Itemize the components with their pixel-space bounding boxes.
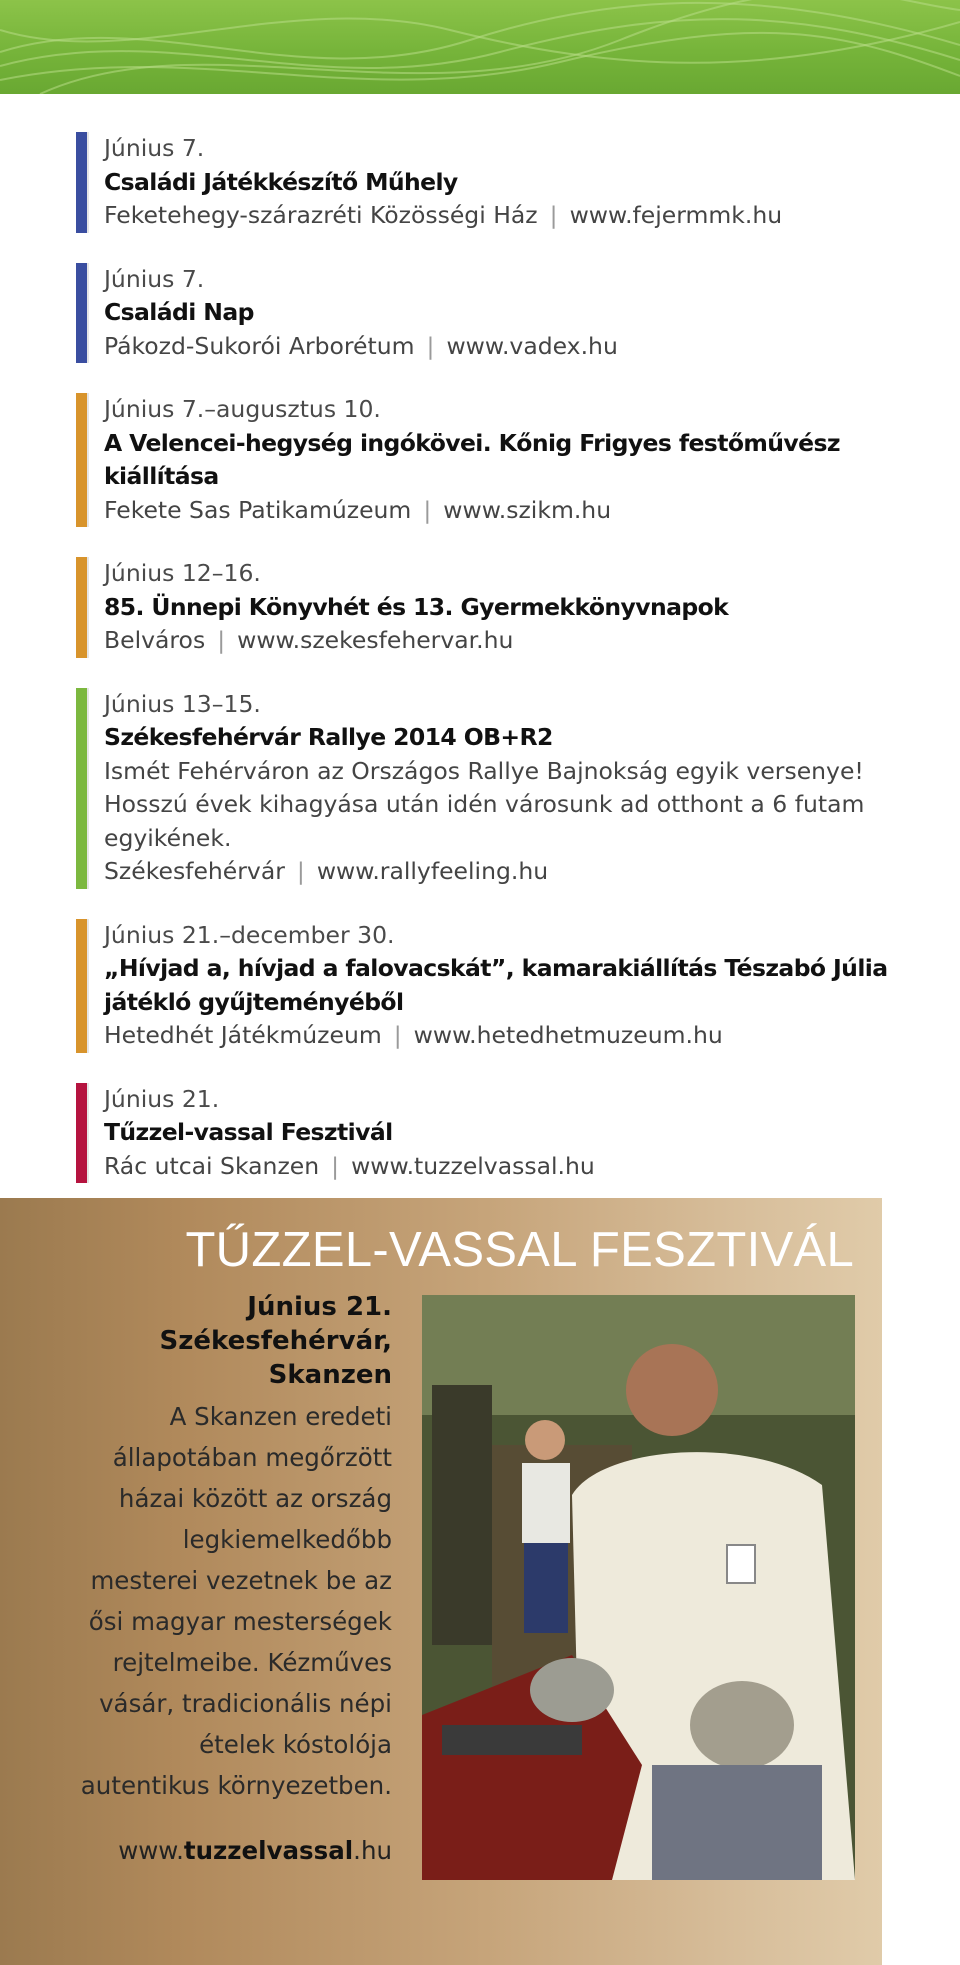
event-color-bar bbox=[76, 919, 87, 1053]
event-venue: Feketehegy-szárazréti Közösségi Ház bbox=[104, 201, 538, 229]
event-date: Június 13–15. bbox=[104, 689, 261, 718]
promo-headline-line: Június 21. bbox=[247, 1292, 392, 1322]
promo-description-line: állapotában megőrzött bbox=[112, 1443, 392, 1472]
event-date: Június 7. bbox=[104, 264, 205, 293]
event-color-bar bbox=[76, 263, 87, 364]
url-bold: tuzzelvassal bbox=[183, 1836, 354, 1865]
event-location bbox=[104, 1019, 936, 1053]
url-suffix: .hu bbox=[353, 1836, 392, 1865]
event-title: Családi Játékkészítő Műhely bbox=[104, 167, 458, 196]
event-description: egyikének. bbox=[104, 823, 232, 852]
promo-title: TŰZZEL-VASSAL FESZTIVÁL bbox=[185, 1223, 854, 1277]
promo-description-line: rejtelmeibe. Kézműves bbox=[112, 1648, 392, 1677]
event-location bbox=[104, 855, 936, 889]
promo-text bbox=[50, 1290, 392, 1865]
promo-headline-line: Skanzen bbox=[268, 1360, 392, 1390]
event-date: Június 7. bbox=[104, 134, 205, 162]
separator-pipe: | bbox=[331, 1151, 340, 1180]
event-location bbox=[104, 624, 936, 658]
promo-headline bbox=[50, 1290, 392, 1392]
blacksmith-photo bbox=[422, 1295, 855, 1880]
festival-promo bbox=[0, 1198, 882, 1965]
event-date: Június 21.–december 30. bbox=[104, 920, 395, 949]
header-banner bbox=[0, 0, 960, 94]
event-color-bar bbox=[76, 688, 87, 889]
event-url-link[interactable]: www.fejermmk.hu bbox=[569, 201, 783, 229]
event-title: Családi Nap bbox=[104, 298, 254, 326]
event-date: Június 21. bbox=[104, 1084, 220, 1113]
event-item bbox=[76, 393, 936, 527]
separator-pipe: | bbox=[549, 201, 558, 229]
event-list bbox=[76, 132, 936, 1213]
promo-description-line: autentikus környezetben. bbox=[80, 1771, 392, 1800]
separator-pipe: | bbox=[217, 626, 226, 654]
event-color-bar bbox=[76, 557, 87, 658]
event-title: Székesfehérvár Rallye 2014 OB+R2 bbox=[104, 723, 553, 751]
promo-description bbox=[50, 1396, 392, 1806]
event-url-link[interactable]: www.tuzzelvassal.hu bbox=[351, 1151, 595, 1180]
event-title: Tűzzel-vassal Fesztivál bbox=[104, 1118, 393, 1146]
event-url-link[interactable]: www.hetedhetmuzeum.hu bbox=[413, 1021, 723, 1049]
event-title: játékló gyűjteményéből bbox=[104, 987, 404, 1016]
event-url-link[interactable]: www.rallyfeeling.hu bbox=[316, 857, 549, 885]
event-item bbox=[76, 263, 936, 364]
event-venue: Pákozd-Sukorói Arborétum bbox=[104, 331, 415, 360]
event-location bbox=[104, 494, 936, 528]
swirl-decoration bbox=[0, 0, 960, 94]
separator-pipe: | bbox=[393, 1021, 402, 1049]
event-title: 85. Ünnepi Könyvhét és 13. Gyermekkönyvnapok bbox=[104, 592, 729, 621]
event-location bbox=[104, 1150, 936, 1184]
promo-url[interactable] bbox=[50, 1836, 392, 1865]
event-color-bar bbox=[76, 1083, 87, 1184]
event-venue: Fekete Sas Patikamúzeum bbox=[104, 495, 412, 524]
event-date: Június 12–16. bbox=[104, 559, 261, 587]
event-location bbox=[104, 330, 936, 364]
event-venue: Rác utcai Skanzen bbox=[104, 1151, 320, 1180]
promo-headline-line: Székesfehérvár, bbox=[159, 1326, 392, 1356]
promo-description-line: ősi magyar mesterségek bbox=[88, 1607, 392, 1636]
promo-description-line: házai között az ország bbox=[118, 1484, 392, 1513]
event-item bbox=[76, 919, 936, 1053]
event-color-bar bbox=[76, 393, 87, 527]
event-title: „Hívjad a, hívjad a falovacskát”, kamarakiállítás Tészabó Júlia bbox=[104, 954, 888, 982]
event-venue: Hetedhét Játékmúzeum bbox=[104, 1021, 382, 1049]
separator-pipe: | bbox=[423, 495, 432, 524]
event-title: A Velencei-hegység ingókövei. Kőnig Frigyes festőművész kiállítása bbox=[104, 428, 840, 490]
event-item bbox=[76, 132, 936, 233]
separator-pipe: | bbox=[426, 331, 435, 360]
event-color-bar bbox=[76, 132, 87, 233]
promo-description-line: legkiemelkedőbb bbox=[182, 1525, 392, 1554]
event-item bbox=[76, 688, 936, 889]
event-venue: Székesfehérvár bbox=[104, 857, 285, 885]
promo-description-line: A Skanzen eredeti bbox=[169, 1402, 392, 1431]
promo-description-line: mesterei vezetnek be az bbox=[90, 1566, 392, 1595]
url-prefix: www. bbox=[118, 1836, 184, 1865]
event-location bbox=[104, 199, 936, 233]
event-description: Hosszú évek kihagyása után idén városunk ad otthont a 6 futam bbox=[104, 790, 865, 818]
event-date: Június 7.–augusztus 10. bbox=[104, 395, 381, 423]
event-item bbox=[76, 557, 936, 658]
promo-description-line: ételek kóstolója bbox=[199, 1730, 392, 1759]
blacksmith-illustration bbox=[422, 1295, 855, 1880]
event-url-link[interactable]: www.szikm.hu bbox=[443, 495, 612, 524]
event-venue: Belváros bbox=[104, 626, 206, 654]
promo-description-line: vásár, tradicionális népi bbox=[99, 1689, 392, 1718]
event-description: Ismét Fehérváron az Országos Rallye Bajnokság egyik versenye! bbox=[104, 756, 864, 785]
event-item bbox=[76, 1083, 936, 1184]
event-url-link[interactable]: www.szekesfehervar.hu bbox=[237, 626, 514, 654]
event-url-link[interactable]: www.vadex.hu bbox=[446, 331, 618, 360]
separator-pipe: | bbox=[296, 857, 305, 885]
